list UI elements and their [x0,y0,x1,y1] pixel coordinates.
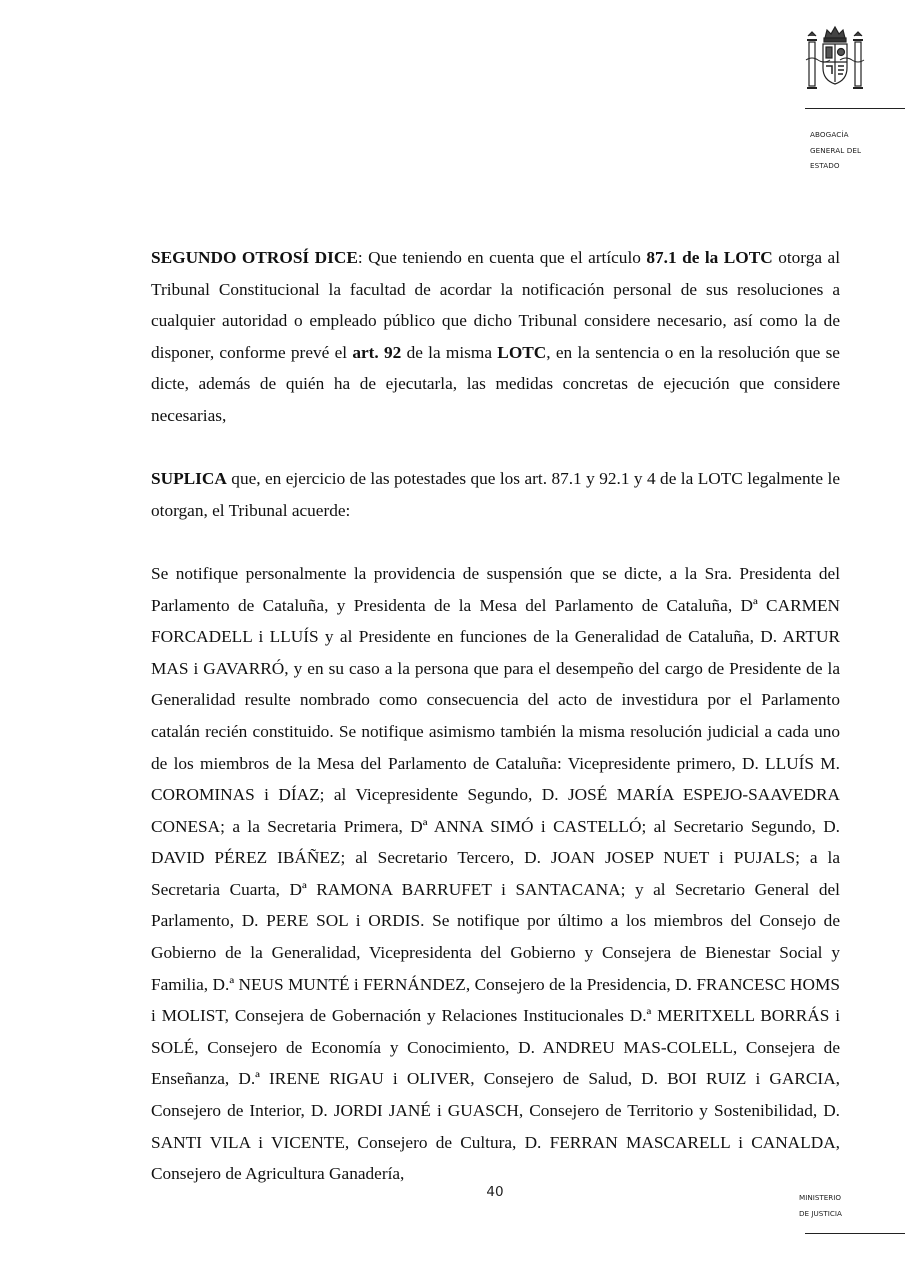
lead-suplica: SUPLICA [151,469,227,489]
footer-rule [805,1233,905,1234]
agency-line-3: ESTADO [810,161,840,170]
ministry-line-1: MINISTERIO [799,1193,842,1202]
ministry-name [799,1190,842,1221]
agency-line-1: ABOGACÍA [810,130,849,139]
text-run: , en la sentencia o en la resolución que se dicte, además de quién ha de ejecutarla, las medidas concretas de ejecución que considere necesarias, [151,342,840,425]
bold-ref-lotc-87: 87.1 de la LOTC [646,248,773,267]
agency-name [810,127,861,174]
bold-ref-art-92: art. 92 [352,342,402,362]
paragraph-segundo-otrosi [151,242,840,432]
spain-coat-of-arms-icon [803,24,867,94]
lead-segundo-otrosi: SEGUNDO OTROSÍ DICE [151,248,358,267]
paragraph-notificacion: Se notifique personalmente la providencia de suspensión que se dicte, a la Sra. Presidenta del Parlamento de Cataluña, y Presidenta de la Mesa del Parlamento de Cataluña, Dª CARMEN FORCADELL i LLUÍS y al Presidente en funciones de la Generalidad de Cataluña, D. ARTUR MAS i GAVARRÓ, y en su caso a la persona que para el desempeño del cargo de Presidente de la Generalidad resulte nombrado como consecuencia del acto de investidura por el Parlamento catalán recién constituido. Se notifique asimismo también la misma resolución judicial a cada uno de los miembros de la Mesa del Parlamento de Cataluña: Vicepresidente primero, D. LLUÍS M. COROMINAS i DÍAZ; al Vicepresidente Segundo, D. JOSÉ MARÍA ESPEJO-SAAVEDRA CONESA; a la Secretaria Primera, Dª ANNA SIMÓ i CASTELLÓ; al Secretario Segundo, D. DAVID PÉREZ IBÁÑEZ; al Secretario Tercero, D. JOAN JOSEP NUET i PUJALS; a la Secretaria Cuarta, Dª RAMONA BARRUFET i SANTACANA; y al Secretario General del Parlamento, D. PERE SOL i ORDIS. Se notifique por último a los miembros del Consejo de Gobierno de la Generalidad, Vicepresidenta del Gobierno y Consejera de Bienestar Social y Familia, D.ª NEUS MUNTÉ i FERNÁNDEZ, Consejero de la Presidencia, D. FRANCESC HOMS i MOLIST, Consejera de Gobernación y Relaciones Institucionales D.ª MERITXELL BORRÁS i SOLÉ, Consejero de Economía y Conocimiento, D. ANDREU MAS-COLELL, Consejera de Enseñanza, D.ª IRENE RIGAU i OLIVER, Consejero de Salud, D. BOI RUIZ i GARCIA, Consejero de Interior, D. JORDI JANÉ i GUASCH, Consejero de Territorio y Sostenibilidad, D. SANTI VILA i VICENTE, Consejero de Cultura, D. FERRAN MASCARELL i CANALDA, Consejero de Agricultura Ganadería, [151,563,840,1184]
ministry-line-2: DE JUSTICIA [799,1208,842,1218]
document-body [151,242,840,1190]
text-run: de la misma [401,342,498,362]
page-number: 40 [486,1184,504,1200]
header-rule [805,108,905,109]
text-run: que, en ejercicio de las potestades que los art. 87.1 y 92.1 y 4 de la LOTC legalmente le otorgan, el Tribunal acuerde: [151,469,840,520]
text-run: otorga al Tribunal Constitucional la facultad de acordar la notificación personal de sus resoluciones a cualquier autoridad o empleado público que dicho Tribunal considere necesario, así como la de disponer, conforme prevé el [151,248,841,362]
bold-ref-lotc: LOTC [497,342,547,362]
agency-line-2: GENERAL DEL [810,145,862,155]
paragraph-suplica [151,463,840,526]
text-run: : Que teniendo en cuenta que el artículo [357,248,647,267]
